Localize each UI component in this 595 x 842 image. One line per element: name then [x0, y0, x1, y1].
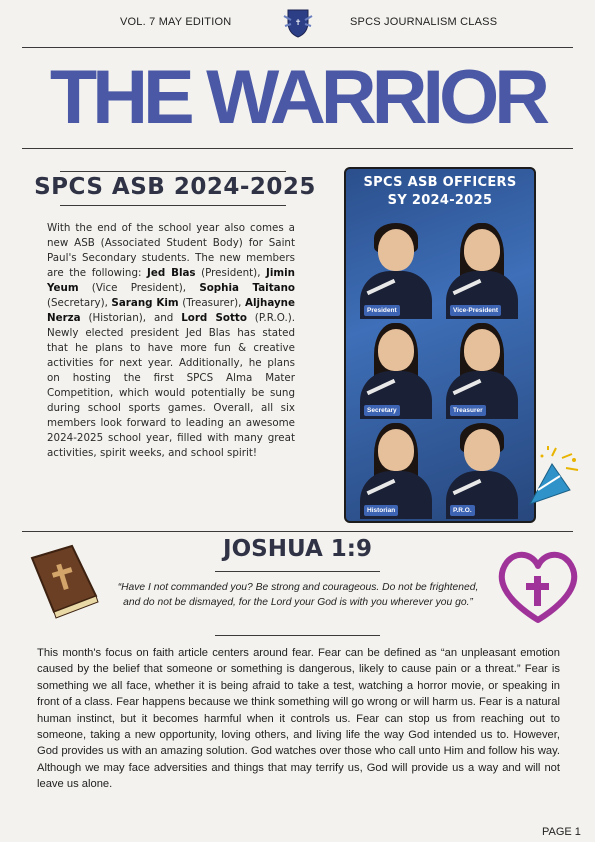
officers-panel-subtitle: SY 2024-2025	[387, 193, 493, 208]
bible-icon	[26, 540, 106, 620]
officer-role-tag: Historian	[364, 505, 398, 516]
asb-title-rule-bottom	[60, 205, 286, 206]
bible-verse: “Have I not commanded you? Be strong and courageous. Do not be frightened, and do not be dismayed, for the Lord your God is with you wherever you go.”	[117, 582, 479, 608]
officer-name: Jed Blas	[147, 267, 196, 279]
faith-title: JOSHUA 1:9	[223, 536, 372, 562]
officer-face	[378, 329, 414, 371]
officer-photo	[358, 419, 434, 519]
officer-name: Jimin Yeum	[47, 267, 295, 294]
officer-photo	[444, 419, 520, 519]
class-label: SPCS JOURNALISM CLASS	[350, 16, 498, 28]
officers-photo-panel	[344, 167, 536, 523]
officer-face	[464, 329, 500, 371]
confetti-icon	[512, 446, 582, 506]
officer-name: Lord Sotto	[181, 312, 247, 324]
officer-name: Sophia Taitano	[199, 282, 295, 294]
officer-face	[464, 429, 500, 471]
page-number: PAGE 1	[542, 826, 581, 838]
officer-name: Sarang Kim	[111, 297, 179, 309]
officer-role-tag: Secretary	[364, 405, 400, 416]
officer-name: Aljhayne Nerza	[47, 297, 295, 324]
heart-cross-icon	[493, 548, 583, 628]
school-crest-icon	[281, 6, 315, 40]
officer-face	[378, 229, 414, 271]
edition-label: VOL. 7 MAY EDITION	[120, 16, 232, 28]
body-text: (Historian), and	[80, 312, 182, 324]
body-text: (Secretary),	[47, 297, 112, 309]
faith-article-body: This month's focus on faith article centers around fear. Fear can be defined as “an unpleasant emotion caused by the belief that someone or something is dangerous, likely to cause pain or a threat.” Fear is something we all face, whether it is being afraid to take a test, watching a horror movie, or speaking in front of a class. Fear happens because we think something will go wrong or will harm us. Fear is a natural human instinct, but it becomes harmful when it controls us. Fear can stop us from reaching out to someone, taking a new opportunity, loving others, and living life the way God intended us to. However, God provides us with an amazing solution. God watches over those who call unto Him and follow his way. Although we may face adversities and things that may terrify us, God will provide us a way and will not leave us alone.	[37, 647, 560, 791]
verse-rule	[215, 635, 380, 636]
asb-title: SPCS ASB 2024-2025	[34, 174, 316, 200]
body-text: (President),	[195, 267, 267, 279]
officer-photo	[358, 319, 434, 419]
faith-title-rule	[215, 571, 380, 572]
top-rule	[22, 47, 573, 48]
body-text: With the end of the school year also comes a new ASB (Associated Student Body) for Saint Paul's Secondary students. The new members are the following:	[47, 222, 295, 279]
officer-role-tag: Treasurer	[450, 405, 486, 416]
officer-photo	[444, 319, 520, 419]
officer-role-tag: President	[364, 305, 400, 316]
officer-photo	[358, 219, 434, 319]
body-text: (P.R.O.). Newly elected president Jed Blas has stated that he plans to have more fun & creative activities for next year. Additionally, he plans on hosting the first SPCS Alma Mater Competition, which would potentially be sung during school sports games. Overall, all six members look forward to leading an awesome 2024-2025 school year, filled with many great activities, spirit weeks, and school spirit!	[47, 312, 296, 459]
asb-article-body	[47, 221, 295, 461]
officer-role-tag: P.R.O.	[450, 505, 475, 516]
svg-text:✝: ✝	[294, 18, 302, 27]
officer-face	[464, 229, 500, 271]
officer-photo	[444, 219, 520, 319]
masthead-rule	[22, 148, 573, 149]
body-text: (Treasurer),	[178, 297, 245, 309]
officer-role-tag: Vice-President	[450, 305, 501, 316]
section-rule	[22, 531, 573, 532]
officer-face	[378, 429, 414, 471]
asb-title-rule-top	[60, 171, 286, 172]
masthead-title: THE WARRIOR	[49, 55, 546, 140]
body-text: (Vice President),	[78, 282, 200, 294]
officers-panel-title: SPCS ASB OFFICERS	[363, 175, 517, 190]
